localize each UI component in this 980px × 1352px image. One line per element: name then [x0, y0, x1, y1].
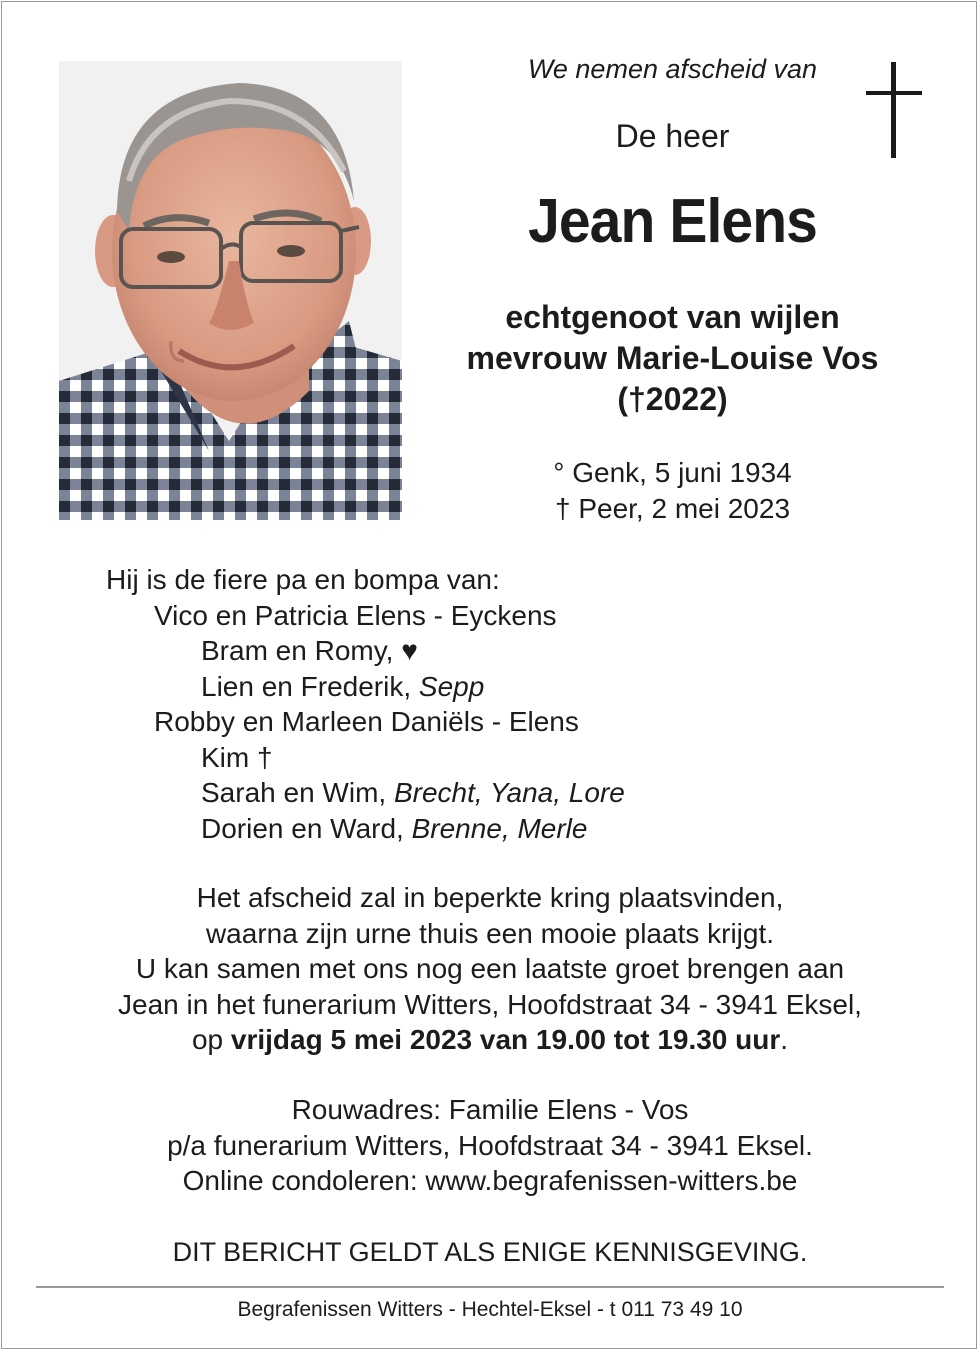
life-dates	[420, 455, 925, 527]
deceased-name: Jean Elens	[528, 187, 817, 256]
portrait-photo	[59, 61, 402, 520]
grandchild-line: Bram en Romy, ♥	[201, 635, 418, 666]
spouse-block	[420, 297, 925, 420]
grandchild-line: Lien en Frederik, Sepp	[201, 670, 485, 702]
child-family: Vico en Patricia Elens - Eyckens	[154, 599, 557, 631]
official-notice: DIT BERICHT GELDT ALS ENIGE KENNISGEVING.	[172, 1237, 808, 1267]
divider	[36, 1286, 944, 1288]
child-family: Robby en Marleen Daniëls - Elens	[154, 706, 579, 737]
family-heading: Hij is de fiere pa en bompa van:	[106, 564, 500, 595]
grandchild-line: Dorien en Ward, Brenne, Merle	[201, 812, 588, 844]
grandchild-line: Sarah en Wim, Brecht, Yana, Lore	[201, 777, 625, 808]
honorific-title: De heer	[615, 118, 730, 154]
grandchild-line: Kim †	[201, 741, 273, 773]
death-date: † Peer, 2 mei 2023	[554, 493, 791, 524]
family-list	[106, 562, 625, 846]
portrait-illustration	[59, 61, 402, 520]
spouse-line: echtgenoot van wijlen	[505, 299, 840, 335]
intro-text: We nemen afscheid van	[527, 54, 818, 84]
mourning-address: Rouwadres: Familie Elens - Vos p/a funerarium Witters, Hoofdstraat 34 - 3941 Eksel. Online condoleren: www.begrafenissen-witters.be	[0, 1092, 980, 1199]
spouse-death-year: (†2022)	[617, 381, 728, 417]
footer-contact: Begrafenissen Witters - Hechtel-Eksel - t 011 73 49 10	[237, 1298, 743, 1321]
birth-date: ° Genk, 5 juni 1934	[553, 457, 792, 488]
farewell-paragraph: Het afscheid zal in beperkte kring plaatsvinden, waarna zijn urne thuis een mooie plaats krijgt. U kan samen met ons nog een laatste groet brengen aan Jean in het funerarium Witters, Hoofdstraat 34 - 3941 Eksel, op vrijdag 5 mei 2023 van 19.00 tot 19.30 uur.	[118, 882, 862, 1055]
visitation-datetime: vrijdag 5 mei 2023 van 19.00 tot 19.30 uur	[230, 1024, 781, 1055]
spouse-name: mevrouw Marie-Louise Vos	[466, 340, 879, 376]
condolence-link[interactable]: Online condoleren: www.begrafenissen-witters.be	[182, 1165, 798, 1196]
